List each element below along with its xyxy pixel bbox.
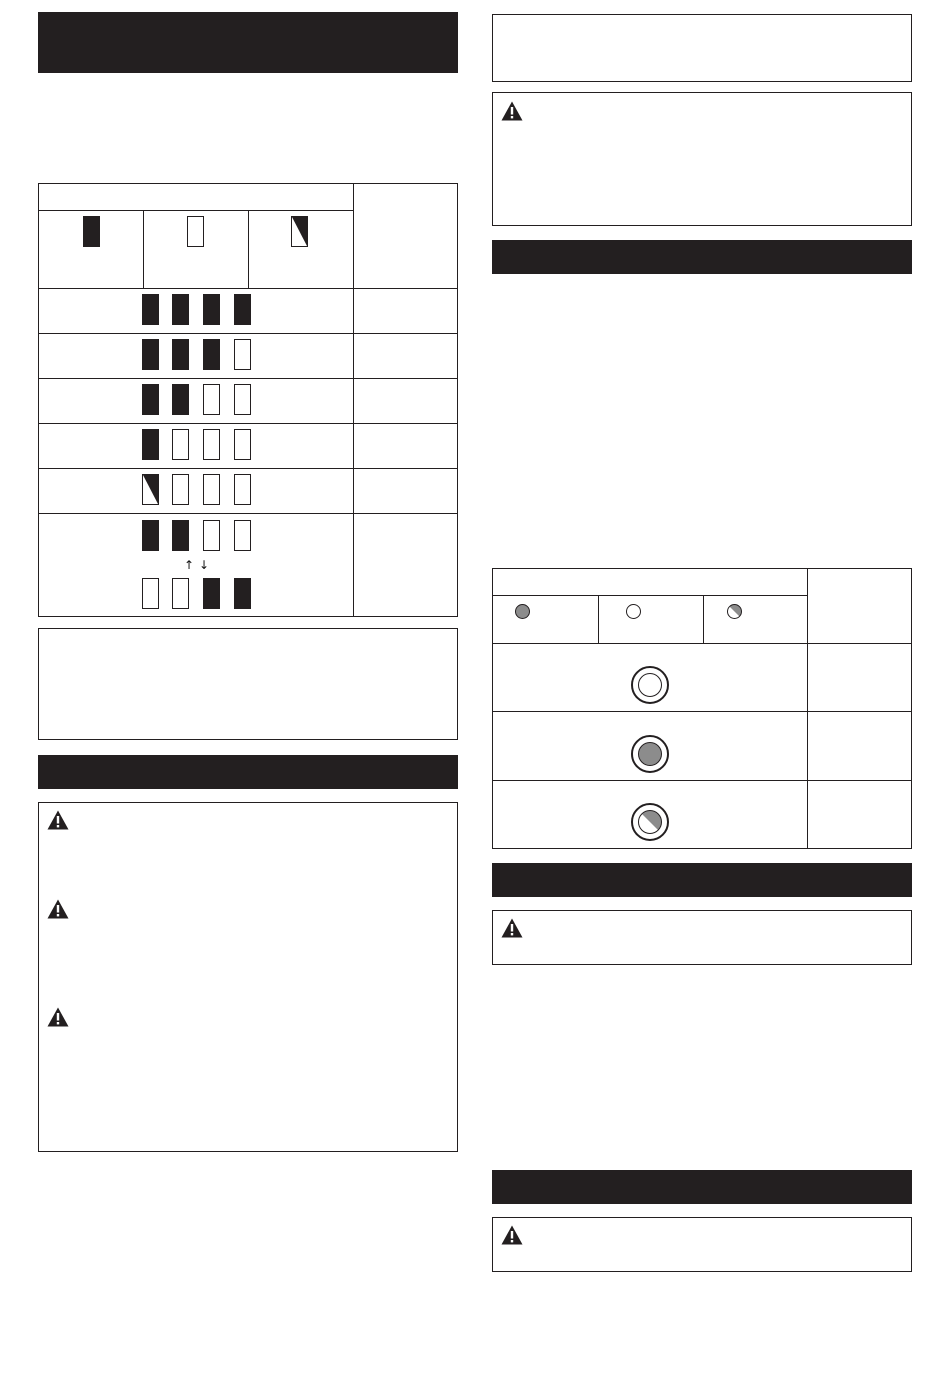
left-note-box [38, 628, 458, 740]
left-section-bar [38, 755, 458, 789]
battery-segment [203, 429, 220, 460]
battery-segment [142, 294, 159, 325]
battery-segment [172, 520, 189, 551]
battery-segment [172, 294, 189, 325]
battery-segment [172, 578, 189, 609]
left-title-bar [38, 12, 458, 73]
battery-segment [203, 520, 220, 551]
battery-segment [203, 474, 220, 505]
warning-icon [47, 810, 69, 830]
battery-segment [142, 339, 159, 370]
right-note-box [492, 14, 912, 82]
right-section-bar-2 [492, 863, 912, 897]
battery-segment [142, 474, 159, 505]
battery-segment [142, 429, 159, 460]
off-lamp-icon [626, 604, 641, 619]
battery-segment [234, 578, 251, 609]
battery-segment [203, 294, 220, 325]
indicator-lamp-off [631, 666, 669, 704]
battery-segment [203, 578, 220, 609]
warning-icon [47, 1007, 69, 1027]
battery-segment [234, 520, 251, 551]
right-warning-box [492, 92, 912, 226]
arrow-up-icon: ↑ [184, 558, 195, 572]
indicator-lamp-on [631, 735, 669, 773]
battery-segment [234, 384, 251, 415]
battery-segment [234, 474, 251, 505]
battery-segment [172, 339, 189, 370]
battery-segment [234, 294, 251, 325]
battery-segment [234, 339, 251, 370]
battery-segment [142, 520, 159, 551]
battery-segment [172, 384, 189, 415]
lit-lamp-icon [515, 604, 530, 619]
off-segment-icon [187, 216, 204, 247]
warning-icon [501, 1225, 523, 1245]
battery-segment [234, 429, 251, 460]
warning-icon [47, 899, 69, 919]
right-section-bar-1 [492, 240, 912, 274]
battery-segment [142, 578, 159, 609]
blinking-segment-icon [291, 216, 308, 247]
right-section-bar-3 [492, 1170, 912, 1204]
battery-segment [203, 339, 220, 370]
battery-indicator-table [38, 183, 458, 617]
battery-segment [172, 474, 189, 505]
indicator-lamp-table [492, 568, 912, 849]
right-warning-box-3 [492, 1217, 912, 1272]
battery-segment [203, 384, 220, 415]
battery-segment [172, 429, 189, 460]
arrow-down-icon: ↓ [199, 558, 210, 572]
battery-segment [142, 384, 159, 415]
left-warning-box [38, 802, 458, 1152]
lit-segment-icon [83, 216, 100, 247]
indicator-lamp-blinking [631, 803, 669, 841]
warning-icon [501, 101, 523, 121]
right-warning-box-2 [492, 910, 912, 965]
warning-icon [501, 918, 523, 938]
blinking-lamp-icon [727, 604, 742, 619]
